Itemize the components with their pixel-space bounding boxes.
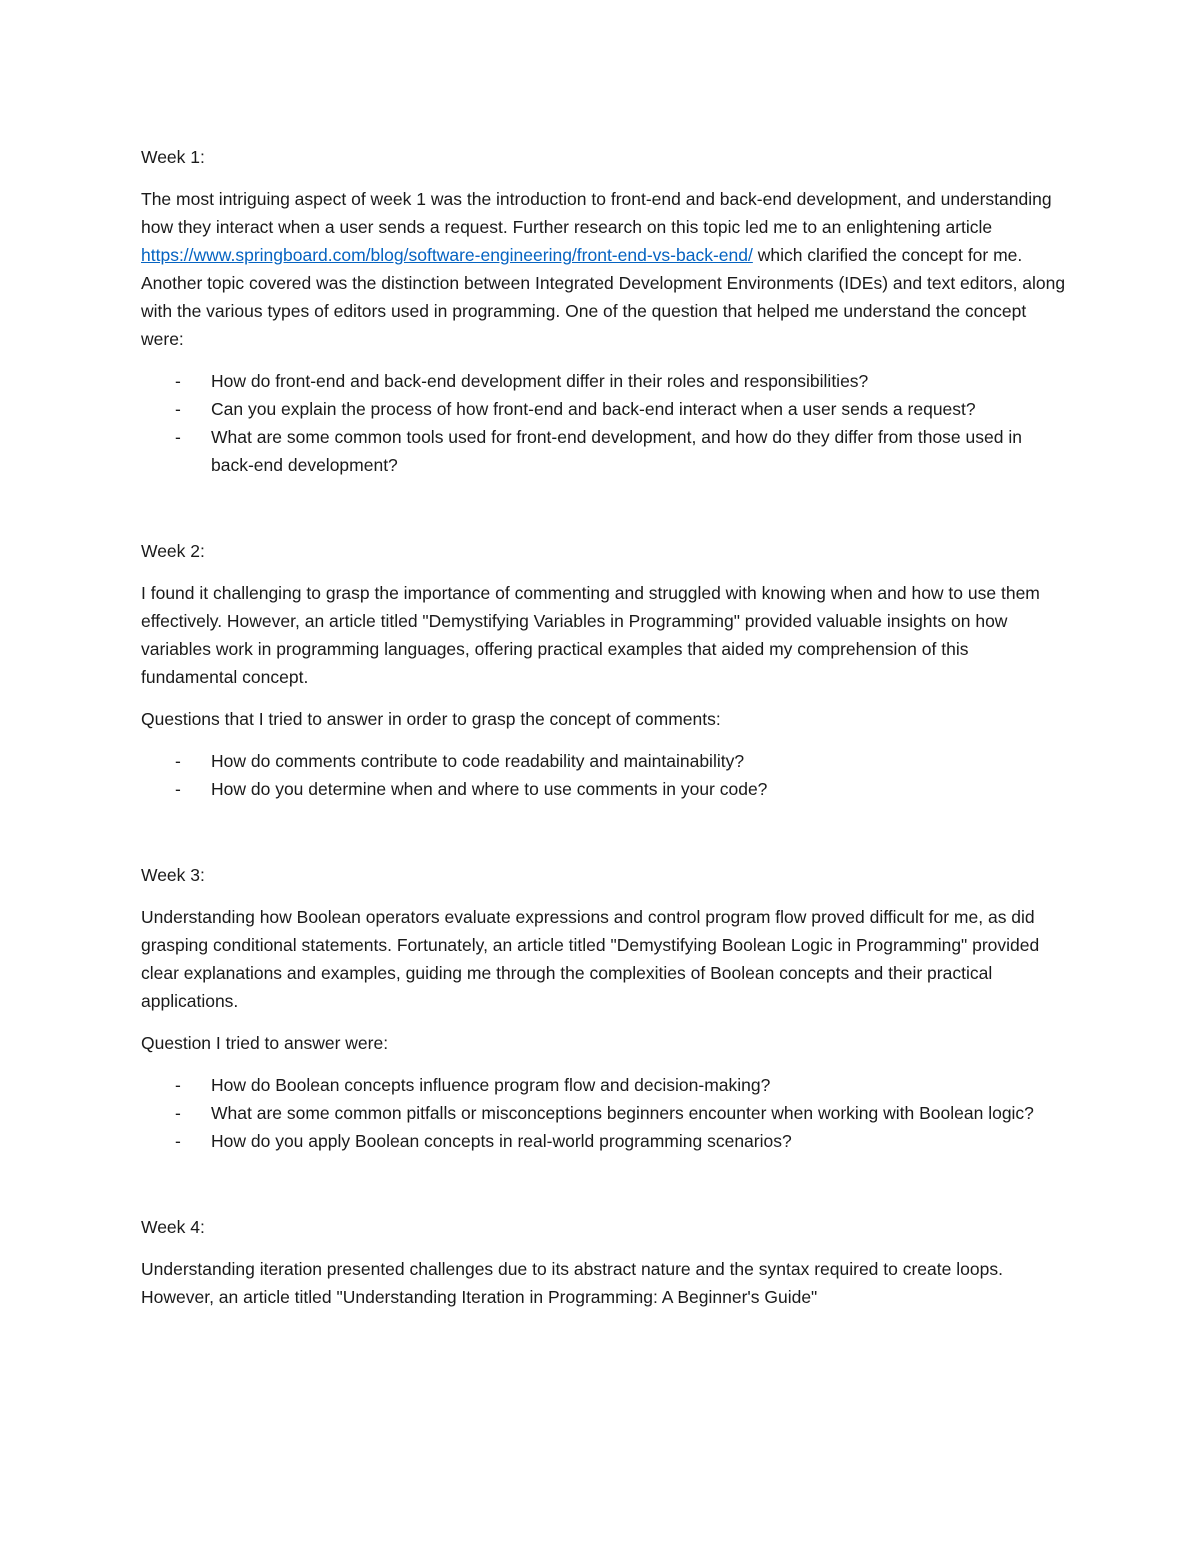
dash-bullet: - [175,399,181,419]
week-2-paragraph: I found it challenging to grasp the importance of commenting and struggled with knowing when and how to use them effectively. However, an article titled "Demystifying Variables in Programming" provided valuable insights on how variables work in programming languages, offering practical examples that aided my comprehension of this fundamental concept. [141,583,1040,687]
week-1-question-list [141,367,1066,479]
list-item-text: Can you explain the process of how front-end and back-end interact when a user sends a request? [211,399,976,419]
springboard-article-link[interactable]: https://www.springboard.com/blog/software-engineering/front-end-vs-back-end/ [141,245,753,265]
list-item-text: How do comments contribute to code readability and maintainability? [211,751,745,771]
document-page [141,143,1066,1369]
week-3-heading: Week 3: [141,865,205,885]
week-1-heading: Week 1: [141,147,205,167]
week-3-section [141,861,1066,1155]
dash-bullet: - [175,1131,181,1151]
list-item [141,367,1066,395]
list-item-text: How do Boolean concepts influence program flow and decision-making? [211,1075,771,1095]
week-1-text-before-link: The most intriguing aspect of week 1 was the introduction to front-end and back-end development, and understanding how they interact when a user sends a request. Further research on this topic led me to an enlightening article [141,189,1052,237]
list-item [141,1127,1066,1155]
week-2-heading: Week 2: [141,541,205,561]
week-4-heading: Week 4: [141,1217,205,1237]
dash-bullet: - [175,1103,181,1123]
week-4-section [141,1213,1066,1311]
dash-bullet: - [175,371,181,391]
list-item-text: How do front-end and back-end development differ in their roles and responsibilities? [211,371,869,391]
week-1-paragraph [141,185,1066,353]
list-item [141,423,1066,479]
dash-bullet: - [175,779,181,799]
list-item [141,747,1066,775]
week-2-question-list [141,747,1066,803]
week-4-paragraph: Understanding iteration presented challenges due to its abstract nature and the syntax required to create loops. However, an article titled "Understanding Iteration in Programming: A Beginner's Guide" [141,1259,1003,1307]
list-item-text: How do you apply Boolean concepts in real-world programming scenarios? [211,1131,792,1151]
list-item [141,1071,1066,1099]
list-item [141,775,1066,803]
week-3-paragraph: Understanding how Boolean operators evaluate expressions and control program flow proved difficult for me, as did grasping conditional statements. Fortunately, an article titled "Demystifying Boolean Logic in Programming" provided clear explanations and examples, guiding me through the complexities of Boolean concepts and their practical applications. [141,907,1040,1011]
list-item [141,395,1066,423]
week-3-questions-intro: Question I tried to answer were: [141,1033,389,1053]
list-item-text: What are some common tools used for front-end development, and how do they differ from those used in back-end development? [211,427,1022,475]
week-1-section [141,143,1066,479]
list-item [141,1099,1066,1127]
list-item-text: How do you determine when and where to use comments in your code? [211,779,768,799]
list-item-text: What are some common pitfalls or misconceptions beginners encounter when working with Boolean logic? [211,1103,1034,1123]
week-2-section [141,537,1066,803]
week-3-question-list [141,1071,1066,1155]
dash-bullet: - [175,1075,181,1095]
week-2-questions-intro: Questions that I tried to answer in order to grasp the concept of comments: [141,709,721,729]
week-1-text-after-link: which clarified the concept for me. Another topic covered was the distinction between Integrated Development Environments (IDEs) and text editors, along with the various types of editors used in programming. One of the question that helped me understand the concept were: [141,245,1066,349]
dash-bullet: - [175,427,181,447]
dash-bullet: - [175,751,181,771]
